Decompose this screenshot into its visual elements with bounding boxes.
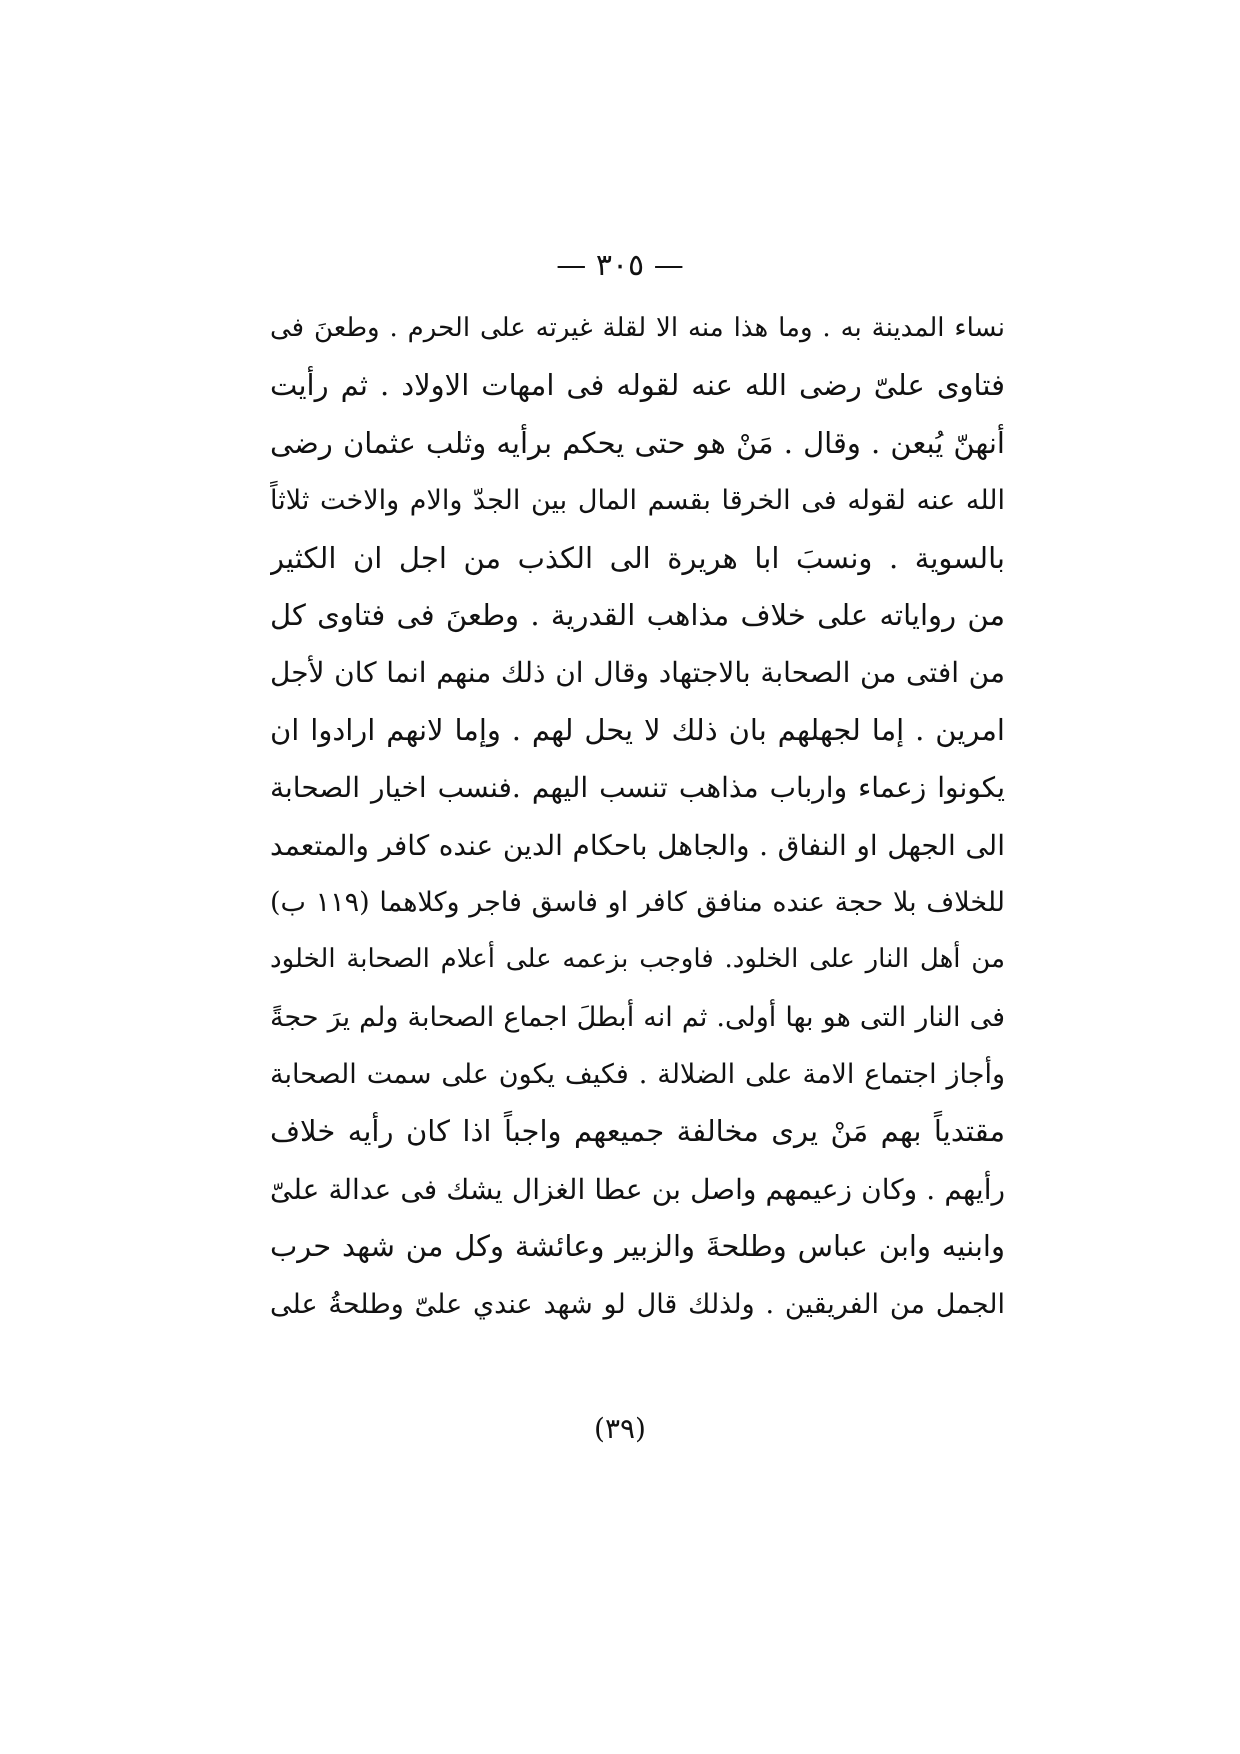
text-line: من أهل النار على الخلود. فاوجب بزعمه على أعلام الصحابة الخلود [270, 944, 1005, 975]
signature-mark: (٣٩) [594, 1412, 646, 1445]
text-line: الى الجهل او النفاق . والجاهل باحكام الدين عنده كافر والمتعمد [270, 828, 1005, 862]
text-line: فتاوى علىّ رضى الله عنه لقوله فى امهات الاولاد . ثم رأيت [270, 368, 1005, 403]
text-line: فى النار التى هو بها أولى. ثم انه أبطلَ اجماع الصحابة ولم يرَ حجةً [270, 1001, 1005, 1033]
page-number: — ٣٠٥ — [556, 248, 684, 283]
text-line: نساء المدينة به . وما هذا منه الا لقلة غيرته على الحرم . وطعنَ فى [270, 313, 1005, 343]
text-line: رأيهم . وكان زعيمهم واصل بن عطا الغزال يشك فى عدالة علىّ [270, 1172, 1005, 1206]
text-line: مقتدياً بهم مَنْ يرى مخالفة جميعهم واجباً اذا كان رأيه خلاف [270, 1114, 1005, 1149]
text-line: الله عنه لقوله فى الخرقا بقسم المال بين الجدّ والام والاخت ثلاثاً [270, 485, 1005, 517]
text-line: للخلاف بلا حجة عنده منافق كافر او فاسق فاجر وكلاهما (١١٩ ب) [270, 886, 1005, 918]
text-line: أنهنّ يُبعن . وقال . مَنْ هو حتى يحكم برأيه وثلب عثمان رضى [270, 425, 1005, 460]
text-line: وابنيه وابن عباس وطلحةَ والزبير وعائشة وكل من شهد حرب [270, 1229, 1005, 1264]
text-line: من رواياته على خلاف مذاهب القدرية . وطعنَ فى فتاوى كل [270, 597, 1005, 632]
text-line: يكونوا زعماء وارباب مذاهب تنسب اليهم .فنسب اخيار الصحابة [270, 771, 1005, 805]
text-line: الجمل من الفريقين . ولذلك قال لو شهد عندي علىّ وطلحةُ على [270, 1288, 1005, 1320]
text-line: وأجاز اجتماع الامة على الضلالة . فكيف يكون على سمت الصحابة [270, 1059, 1005, 1091]
text-line: من افتى من الصحابة بالاجتهاد وقال ان ذلك منهم انما كان لأجل [270, 656, 1005, 690]
body-text [270, 300, 1005, 1333]
text-line: امرين . إما لجهلهم بان ذلك لا يحل لهم . وإما لانهم ارادوا ان [270, 712, 1005, 747]
text-line: بالسوية . ونسبَ ابا هريرة الى الكذب من اجل ان الكثير [270, 540, 1005, 575]
